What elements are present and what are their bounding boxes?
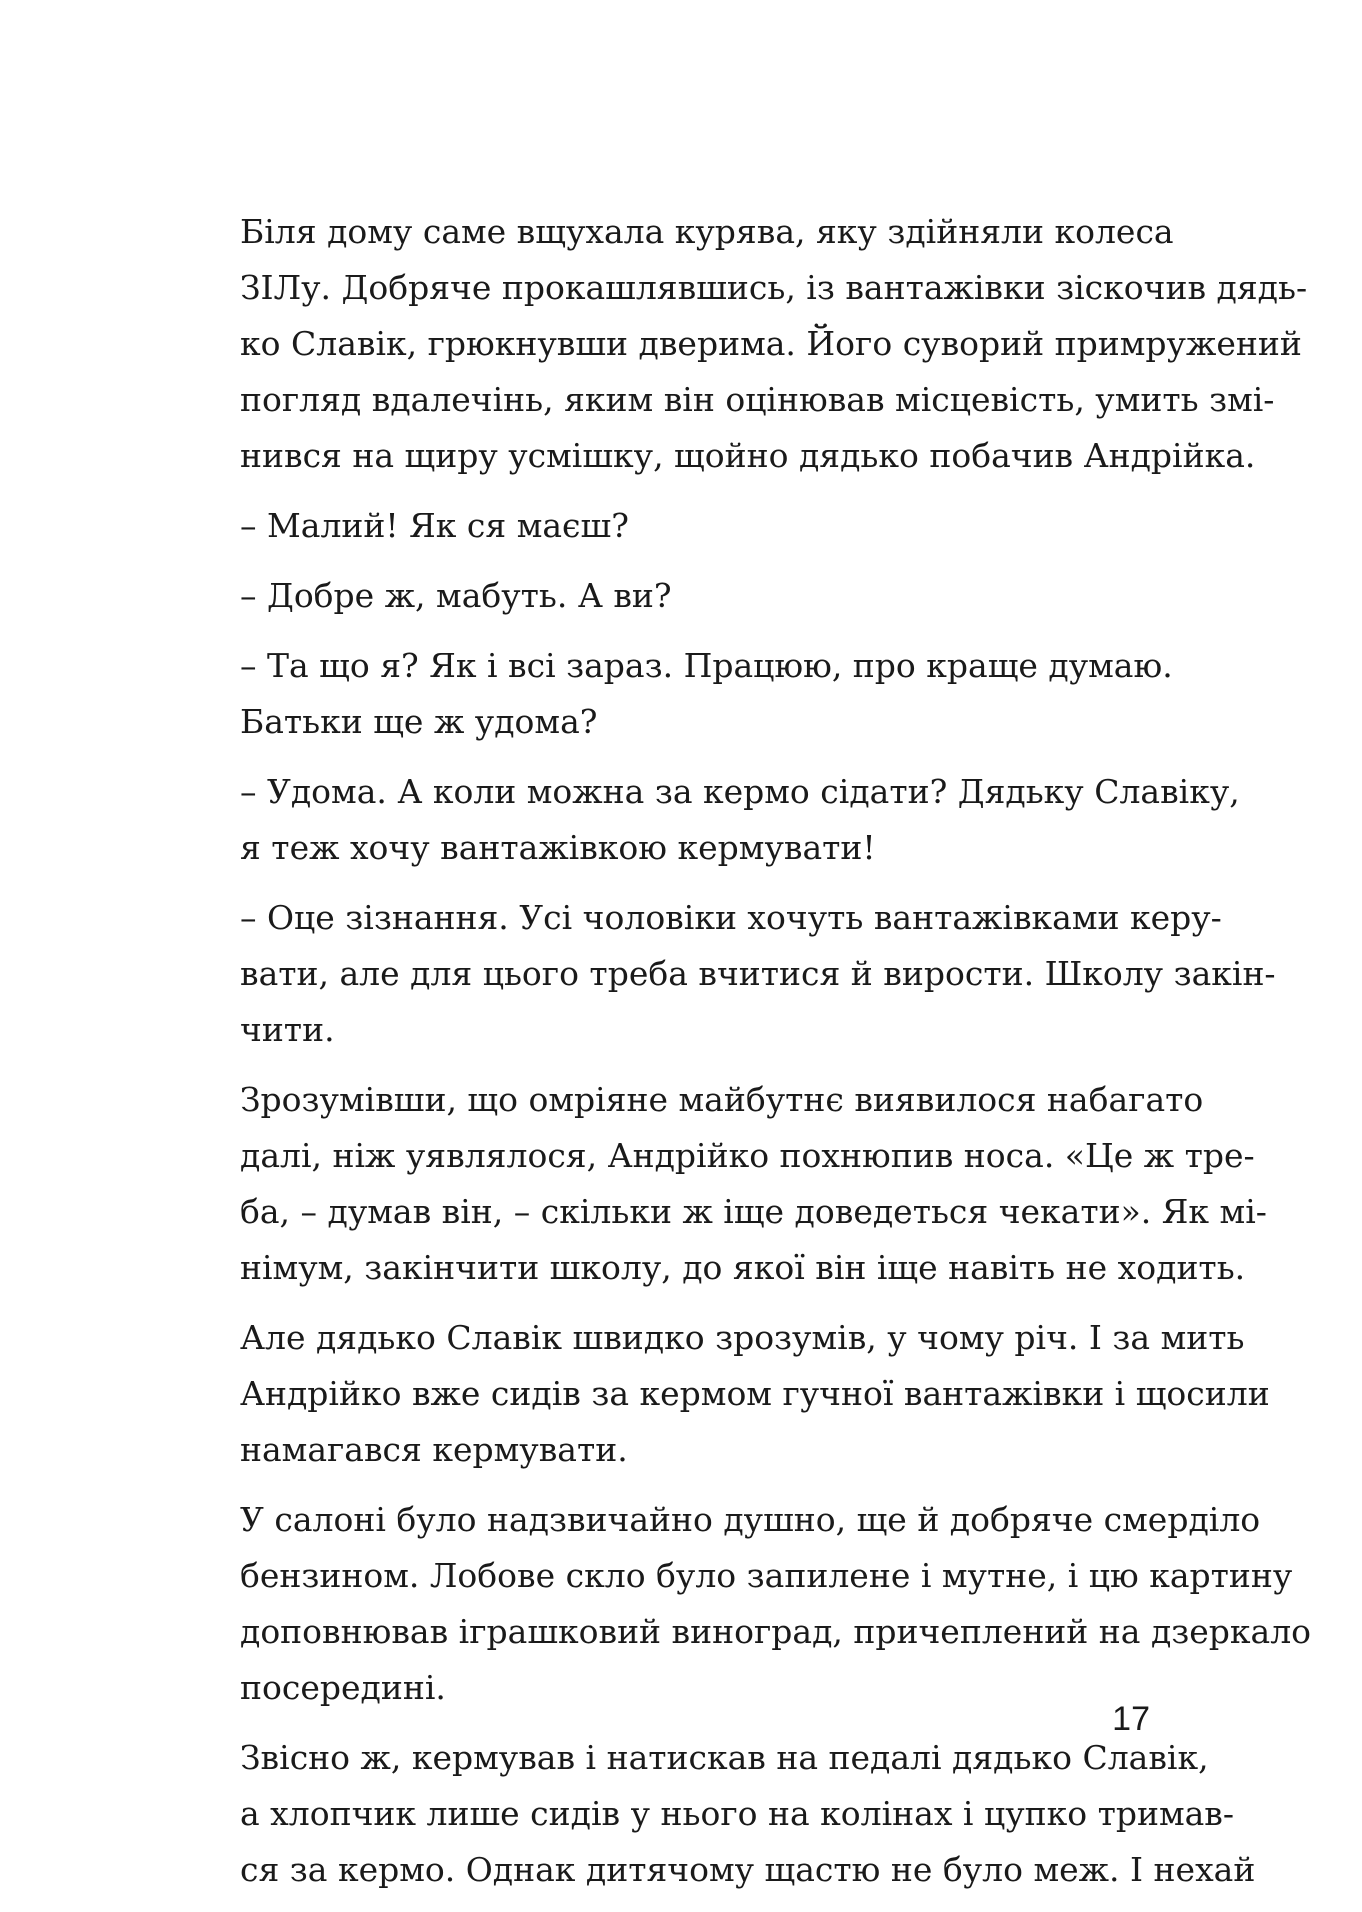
text-line: я теж хочу вантажівкою кермувати!: [240, 828, 876, 867]
text-line: Біля дому саме вщухала курява, яку здійняли колеса: [240, 212, 1174, 251]
paragraph: [184, 1730, 1256, 1898]
dialogue-line: [184, 638, 1173, 750]
text-line: посередині.: [240, 1668, 446, 1707]
text-line: – Малий! Як ся маєш?: [240, 506, 629, 545]
text-line: ко Славік, грюкнувши дверима. Його суворий примружений: [240, 324, 1302, 363]
paragraph: [184, 1072, 1267, 1296]
text-line: Батьки ще ж удома?: [240, 702, 598, 741]
text-line: ба, – думав він, – скільки ж іще доведеться чекати». Як мі-: [240, 1192, 1267, 1231]
text-line: Але дядько Славік швидко зрозумів, у чому річ. І за мить: [240, 1318, 1245, 1357]
text-line: – Удома. А коли можна за кермо сідати? Дядьку Славіку,: [240, 772, 1240, 811]
text-line: Звісно ж, кермував і натискав на педалі дядько Славік,: [240, 1738, 1209, 1777]
dialogue-line: [184, 890, 1276, 1058]
paragraph: [184, 1310, 1270, 1478]
text-line: – Добре ж, мабуть. А ви?: [240, 576, 672, 615]
text-line: далі, ніж уявлялося, Андрійко похнюпив носа. «Це ж тре-: [240, 1136, 1255, 1175]
dialogue-line: [184, 498, 1164, 554]
text-line: чити.: [240, 1010, 335, 1049]
page-number: 17: [1112, 1700, 1150, 1738]
paragraph: [184, 204, 1308, 484]
text-line: – Оце зізнання. Усі чоловіки хочуть вантажівками керу-: [240, 898, 1222, 937]
text-line: ЗІЛу. Добряче прокашлявшись, із вантажівки зіскочив дядь-: [240, 268, 1308, 307]
text-line: – Та що я? Як і всі зараз. Працюю, про краще думаю.: [240, 646, 1173, 685]
text-line: У салоні було надзвичайно душно, ще й добряче смерділо: [240, 1500, 1261, 1539]
text-line: Андрійко вже сидів за кермом гучної вантажівки і щосили: [240, 1374, 1270, 1413]
text-line: а хлопчик лише сидів у нього на колінах і цупко тримав-: [240, 1794, 1235, 1833]
dialogue-line: [184, 764, 1240, 876]
text-line: нився на щиру усмішку, щойно дядько побачив Андрійка.: [240, 436, 1256, 475]
text-line: вати, але для цього треба вчитися й вирости. Школу закін-: [240, 954, 1276, 993]
text-line: доповнював іграшковий виноград, причеплений на дзеркало: [240, 1612, 1312, 1651]
text-line: погляд вдалечінь, яким він оцінював місцевість, умить змі-: [240, 380, 1275, 419]
text-line: ся за кермо. Однак дитячому щастю не було меж. І нехай: [240, 1850, 1256, 1889]
text-line: намагався кермувати.: [240, 1430, 628, 1469]
dialogue-line: [184, 568, 1164, 624]
text-line: Зрозумівши, що омріяне майбутнє виявилося набагато: [240, 1080, 1204, 1119]
text-line: німум, закінчити школу, до якої він іще навіть не ходить.: [240, 1248, 1246, 1287]
body-text: [184, 204, 1312, 1912]
paragraph: [184, 1492, 1312, 1716]
text-line: бензином. Лобове скло було запилене і мутне, і цю картину: [240, 1556, 1293, 1595]
